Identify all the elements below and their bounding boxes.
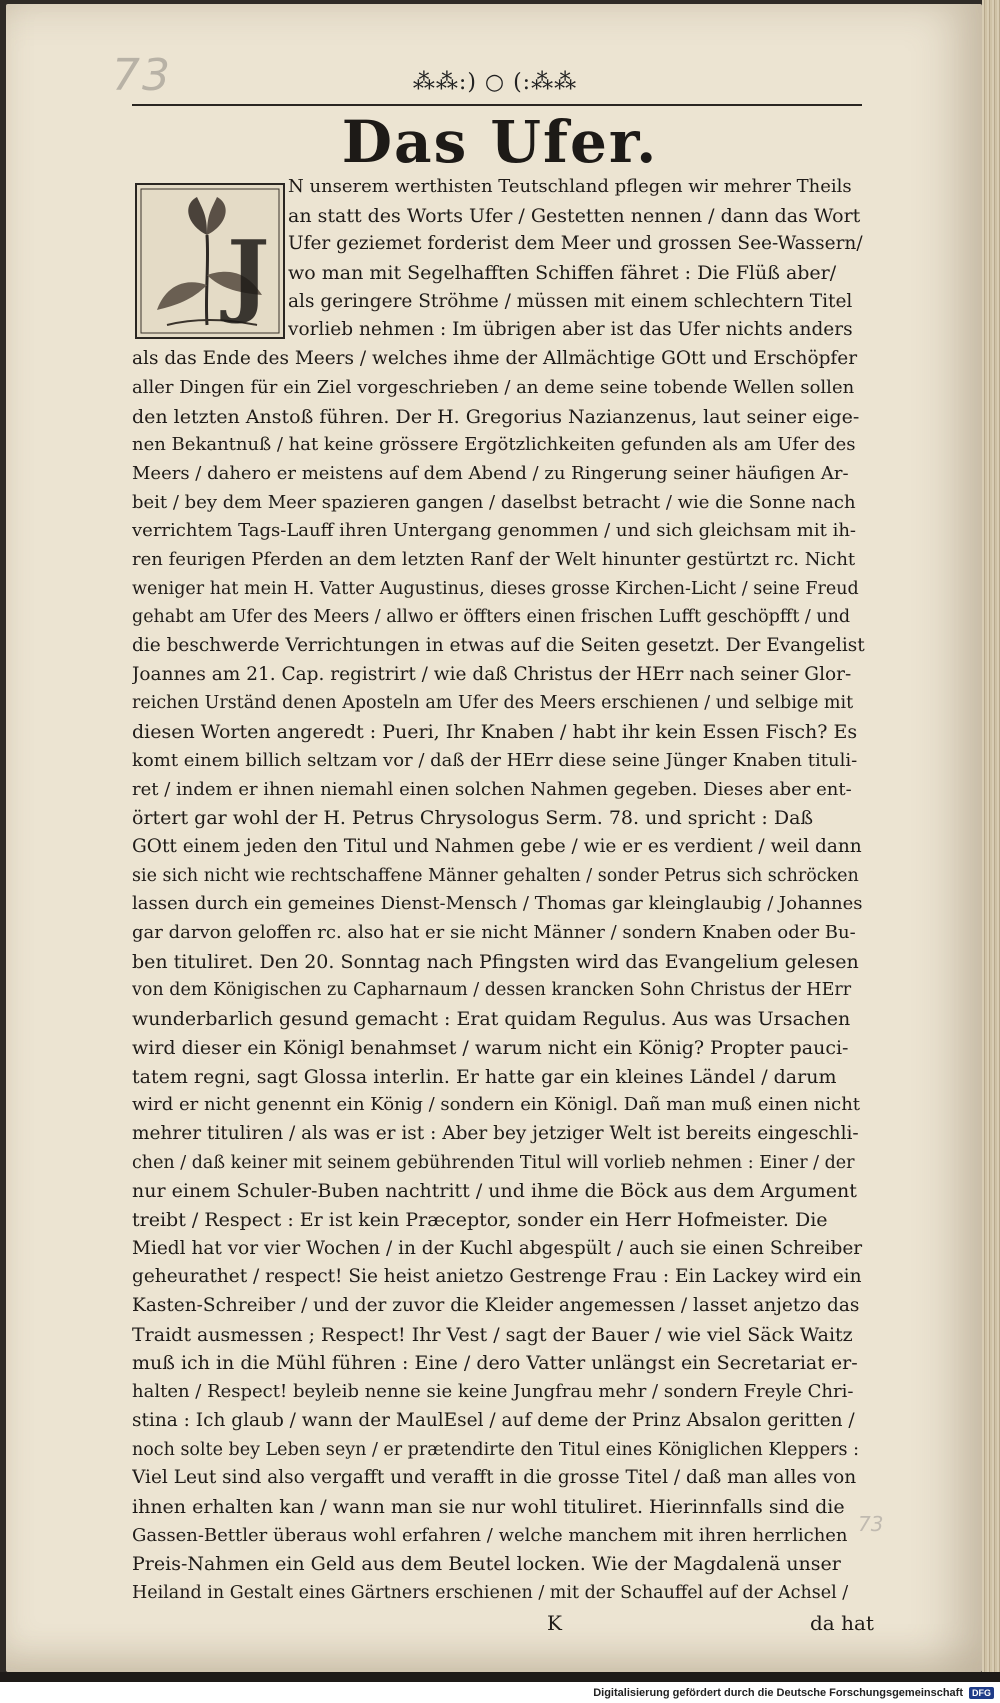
text-line: mehrer tituliren / als was er ist : Aber bey jetziger Welt ist bereits eingeschli-: [132, 1123, 859, 1144]
text-line: Joannes am 21. Cap. registrirt / wie daß Christus der HErr nach seiner Glor-: [132, 664, 852, 685]
text-line: lassen durch ein gemeines Dienst-Mensch / Thomas gar kleinglaubig / Johannes: [132, 893, 863, 914]
text-line: wird er nicht genennt ein König / sondern ein Königl. Dañ man muß einen nicht: [132, 1094, 861, 1115]
page-title: Das Ufer.: [341, 108, 659, 176]
text-line: chen / daß keiner mit seinem gebührenden Titul will vorlieb nehmen : Einer / der: [132, 1153, 855, 1173]
digitization-credit-bar: [0, 1682, 1000, 1703]
header-rule: [132, 104, 862, 106]
text-line: Kasten-Schreiber / und der zuvor die Kleider angemessen / lasset anjetzo das: [132, 1295, 860, 1316]
credit-text: Digitalisierung gefördert durch die Deutsche Forschungsgemeinschaft: [593, 1686, 963, 1699]
dfg-logo-icon: DFG: [969, 1687, 994, 1699]
text-line: wo man mit Segelhafften Schiffen fähret : Die Flüß aber/: [288, 262, 837, 284]
text-line: halten / Respect! beyleib nenne sie keine Jungfrau mehr / sondern Freyle Chri-: [132, 1381, 854, 1402]
text-line: nen Bekantnuß / hat keine grössere Ergötzlichkeiten gefunden als am Ufer des: [132, 434, 856, 455]
text-line: Heiland in Gestalt eines Gärtners erschienen / mit der Schauffel auf der Achsel /: [132, 1583, 849, 1603]
text-line: diesen Worten angeredt : Pueri, Ihr Knaben / habt ihr kein Essen Fisch? Es: [132, 721, 858, 743]
text-line: aller Dingen für ein Ziel vorgeschrieben / an deme seine tobende Wellen sollen: [132, 377, 855, 398]
text-line: den letzten Anstoß führen. Der H. Gregorius Nazianzenus, laut seiner eige-: [132, 406, 860, 428]
text-line: gar darvon geloffen rc. also hat er sie nicht Männer / sondern Knaben oder Bu-: [132, 922, 856, 943]
text-line: an statt des Worts Ufer / Gestetten nennen / dann das Wort: [288, 205, 861, 227]
text-line: von dem Königischen zu Capharnaum / dessen krancken Sohn Christus der HErr: [132, 980, 852, 1000]
header-ornament: ⁂⁂:) ○ (:⁂⁂: [412, 70, 578, 95]
catchword: da hat: [810, 1611, 874, 1635]
text-line: stina : Ich glaub / wann der MaulEsel / auf deme der Prinz Absalon geritten /: [132, 1410, 855, 1431]
text-line: N unserem werthisten Teutschland pflegen wir mehrer Theils: [288, 176, 852, 197]
text-line: Miedl hat vor vier Wochen / in der Kuchl abgespült / auch sie einen Schreiber: [132, 1238, 863, 1259]
initial-letter: J: [227, 221, 270, 327]
text-line: tatem regni, sagt Glossa interlin. Er hatte gar ein kleines Ländel / darum: [132, 1066, 837, 1088]
page-edges: [982, 0, 1000, 1680]
text-line: vorlieb nehmen : Im übrigen aber ist das Ufer nichts anders: [288, 319, 853, 340]
text-line: verrichtem Tags-Lauff ihren Untergang genommen / und sich gleichsam mit ih-: [132, 520, 857, 541]
text-line: ben tituliret. Den 20. Sonntag nach Pfingsten wird das Evangelium gelesen: [132, 951, 859, 973]
text-line: die beschwerde Verrichtungen in etwas auf die Seiten gesetzt. Der Evangelist: [132, 635, 865, 656]
text-line: nur einem Schuler-Buben nachtritt / und ihme die Böck aus dem Argument: [132, 1180, 857, 1202]
pencil-annotation-top: 73: [112, 50, 172, 101]
text-line: ren feurigen Pferden an dem letzten Ranf der Welt hinunter gestürtzt rc. Nicht: [132, 549, 856, 570]
text-line: ret / indem er ihnen niemahl einen solchen Nahmen gegeben. Dieses aber ent-: [132, 779, 852, 800]
scan-bottom-edge: [0, 1672, 1000, 1682]
text-line: sie sich nicht wie rechtschaffene Männer gehalten / sonder Petrus sich schröcken: [132, 866, 859, 886]
text-line: Meers / dahero er meistens auf dem Abend / zu Ringerung seiner häufigen Ar-: [132, 463, 849, 484]
text-line: Traidt ausmessen ; Respect! Ihr Vest / sagt der Bauer / wie viel Säck Waitz: [132, 1324, 853, 1346]
pencil-annotation-bottom: 73: [858, 1512, 884, 1536]
text-line: wird dieser ein Königl benahmset / warum nicht ein König? Propter pauci-: [132, 1037, 849, 1059]
text-line: als geringere Ströhme / müssen mit einem schlechtern Titel: [288, 291, 853, 312]
text-line: ihnen erhalten kan / wann man sie nur wohl tituliret. Hierinnfalls sind die: [132, 1496, 845, 1518]
text-line: muß ich in die Mühl führen : Eine / dero Vatter unlängst ein Secretariat er-: [132, 1352, 858, 1374]
text-line: Viel Leut sind also vergafft und verafft in die grosse Titel / daß man alles von: [132, 1467, 857, 1488]
text-line: Gassen-Bettler überaus wohl erfahren / welche manchem mit ihren herrlichen: [132, 1525, 848, 1546]
tulip-ornament-icon: [137, 185, 283, 337]
text-line: komt einem billich seltzam vor / daß der HErr diese seine Jünger Knaben tituli-: [132, 750, 858, 771]
text-line: als das Ende des Meers / welches ihme der Allmächtige GOtt und Erschöpfer: [132, 348, 858, 369]
text-line: treibt / Respect : Er ist kein Præceptor, sonder ein Herr Hofmeister. Die: [132, 1209, 828, 1231]
text-line: weniger hat mein H. Vatter Augustinus, dieses grosse Kirchen-Licht / seine Freud: [132, 579, 859, 599]
text-line: GOtt einem jeden den Titul und Nahmen gebe / wie er es verdient / weil dann: [132, 836, 862, 857]
decorated-initial: [135, 183, 285, 339]
text-line: noch solte bey Leben seyn / er prætendirte den Titul eines Königlichen Kleppers :: [132, 1440, 859, 1460]
text-line: reichen Urständ denen Aposteln am Ufer des Meers erschienen / und selbige mit: [132, 693, 854, 713]
text-line: gehabt am Ufer des Meers / allwo er öffters einen frischen Lufft geschöpfft / und: [132, 607, 851, 627]
text-line: Preis-Nahmen ein Geld aus dem Beutel locken. Wie der Magdalenä unser: [132, 1553, 841, 1575]
text-line: geheurathet / respect! Sie heist anietzo Gestrenge Frau : Ein Lackey wird ein: [132, 1266, 862, 1287]
text-line: örtert gar wohl der H. Petrus Chrysologus Serm. 78. und spricht : Daß: [132, 807, 814, 829]
text-line: Ufer geziemet forderist dem Meer und grossen See-Wassern/: [288, 233, 863, 254]
signature-mark: K: [547, 1611, 562, 1635]
text-line: beit / bey dem Meer spazieren gangen / daselbst betracht / wie die Sonne nach: [132, 492, 856, 513]
text-line: wunderbarlich gesund gemacht : Erat quidam Regulus. Aus was Ursachen: [132, 1008, 851, 1030]
